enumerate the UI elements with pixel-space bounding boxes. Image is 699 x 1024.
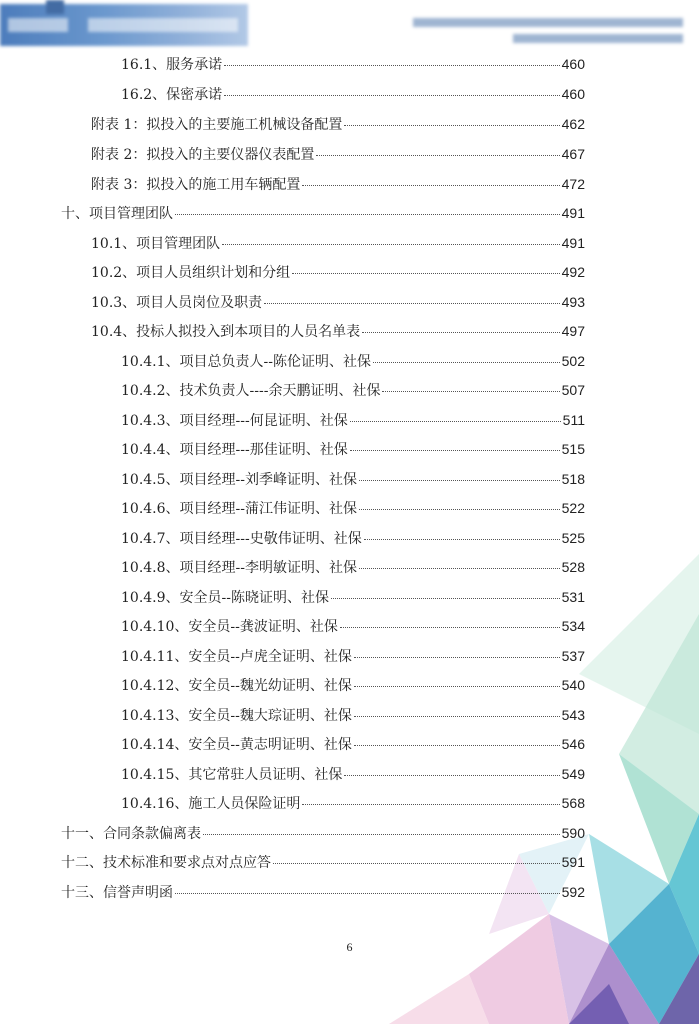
toc-entry-title: 10.4.1、项目总负责人--陈伦证明、社保 — [121, 354, 371, 370]
toc-entry[interactable] — [91, 233, 585, 253]
toc-entry[interactable] — [121, 54, 585, 74]
toc-entry-page: 590 — [561, 825, 585, 841]
toc-entry[interactable] — [61, 823, 585, 843]
toc-entry-page: 515 — [561, 441, 585, 457]
toc-entry-page: 462 — [561, 116, 585, 132]
toc-entry[interactable] — [121, 764, 585, 784]
toc-entry[interactable] — [91, 292, 585, 312]
toc-entry[interactable] — [61, 203, 585, 223]
toc-entry-title: 10.4.11、安全员--卢虎全证明、社保 — [121, 649, 352, 665]
toc-entry-title: 16.2、保密承诺 — [121, 87, 223, 103]
toc-entry-page: 549 — [561, 766, 585, 782]
toc-entry-page: 528 — [561, 559, 585, 575]
toc-entry[interactable] — [121, 439, 585, 459]
toc-entry-title: 十三、信誉声明函 — [61, 885, 173, 901]
toc-entry-page: 507 — [561, 382, 585, 398]
page-number: 6 — [346, 940, 353, 954]
toc-entry-page: 467 — [561, 146, 585, 162]
toc-entry-page: 543 — [561, 707, 585, 723]
toc-entry-page: 540 — [561, 677, 585, 693]
toc-entry[interactable] — [91, 144, 585, 164]
toc-entry-page: 534 — [561, 618, 585, 634]
toc-entry-title: 10.4.16、施工人员保险证明 — [121, 796, 301, 812]
toc-entry-page: 502 — [561, 353, 585, 369]
toc-entry-page: 522 — [561, 500, 585, 516]
toc-entry-title: 10.4.8、项目经理--李明敏证明、社保 — [121, 560, 357, 576]
toc-entry-title: 附表 2：拟投入的主要仪器仪表配置 — [91, 147, 315, 163]
toc-entry-title: 10.4、投标人拟投入到本项目的人员名单表 — [91, 324, 361, 340]
toc-entry-title: 10.4.4、项目经理---那佳证明、社保 — [121, 442, 348, 458]
toc-entry[interactable] — [121, 380, 585, 400]
toc-entry-page: 591 — [561, 854, 585, 870]
toc-entry-page: 460 — [561, 86, 585, 102]
toc-entry[interactable] — [121, 616, 585, 636]
toc-entry[interactable] — [121, 469, 585, 489]
toc-entry-title: 10.4.3、项目经理---何昆证明、社保 — [121, 413, 348, 429]
toc-entry-page: 491 — [561, 205, 585, 221]
toc-entry-page: 492 — [561, 264, 585, 280]
toc-entry[interactable] — [121, 557, 585, 577]
toc-entry-title: 16.1、服务承诺 — [121, 57, 223, 73]
toc-entry[interactable] — [61, 882, 585, 902]
toc-entry[interactable] — [91, 262, 585, 282]
toc-entry[interactable] — [121, 410, 585, 430]
toc-entry-title: 10.4.5、项目经理--刘季峰证明、社保 — [121, 472, 357, 488]
toc-entry[interactable] — [121, 587, 585, 607]
toc-entry-title: 10.4.2、技术负责人----余天鹏证明、社保 — [121, 383, 381, 399]
toc-entry-page: 568 — [561, 795, 585, 811]
toc-entry[interactable] — [121, 351, 585, 371]
toc-entry[interactable] — [91, 114, 585, 134]
toc-entry-title: 十二、技术标准和要求点对点应答 — [61, 855, 271, 871]
toc-entry-page: 518 — [561, 471, 585, 487]
header-logo-banner — [0, 4, 248, 46]
toc-entry-title: 10.1、项目管理团队 — [91, 236, 221, 252]
toc-entry-page: 491 — [561, 235, 585, 251]
toc-entry[interactable] — [121, 498, 585, 518]
toc-entry-title: 附表 1：拟投入的主要施工机械设备配置 — [91, 117, 343, 133]
toc-entry-title: 10.4.9、安全员--陈晓证明、社保 — [121, 590, 329, 606]
toc-entry-title: 10.4.14、安全员--黄志明证明、社保 — [121, 737, 352, 753]
toc-entry-title: 10.4.10、安全员--龚波证明、社保 — [121, 619, 338, 635]
toc-entry-page: 511 — [562, 412, 585, 428]
toc-entry-page: 525 — [561, 530, 585, 546]
toc-entry-page: 531 — [561, 589, 585, 605]
header-right-text — [403, 14, 683, 48]
toc-entry-title: 10.4.7、项目经理---史敬伟证明、社保 — [121, 531, 362, 547]
toc-entry-page: 493 — [561, 294, 585, 310]
toc-entry-page: 497 — [561, 323, 585, 339]
toc-entry-page: 472 — [561, 176, 585, 192]
toc-entry-title: 十、项目管理团队 — [61, 206, 173, 222]
toc-entry-title: 10.4.15、其它常驻人员证明、社保 — [121, 767, 343, 783]
toc-entry[interactable] — [121, 793, 585, 813]
toc-entry-page: 460 — [561, 56, 585, 72]
toc-entry-title: 十一、合同条款偏离表 — [61, 826, 201, 842]
toc-entry[interactable] — [61, 852, 585, 872]
toc-entry[interactable] — [121, 675, 585, 695]
toc-entry[interactable] — [91, 174, 585, 194]
toc-entry[interactable] — [121, 734, 585, 754]
toc-entry-title: 10.4.13、安全员--魏大琮证明、社保 — [121, 708, 352, 724]
toc-entry[interactable] — [91, 321, 585, 341]
toc-entry-title: 10.2、项目人员组织计划和分组 — [91, 265, 291, 281]
toc-entry[interactable] — [121, 528, 585, 548]
toc-entry[interactable] — [121, 646, 585, 666]
toc-entry-title: 附表 3：拟投入的施工用车辆配置 — [91, 177, 301, 193]
toc-entry-page: 592 — [561, 884, 585, 900]
toc-entry[interactable] — [121, 705, 585, 725]
toc-entry-title: 10.4.6、项目经理--蒲江伟证明、社保 — [121, 501, 357, 517]
toc-entry-title: 10.4.12、安全员--魏光幼证明、社保 — [121, 678, 352, 694]
toc-entry-page: 546 — [561, 736, 585, 752]
toc-entry-title: 10.3、项目人员岗位及职责 — [91, 295, 263, 311]
toc-entry[interactable] — [121, 84, 585, 104]
toc-entry-page: 537 — [561, 648, 585, 664]
